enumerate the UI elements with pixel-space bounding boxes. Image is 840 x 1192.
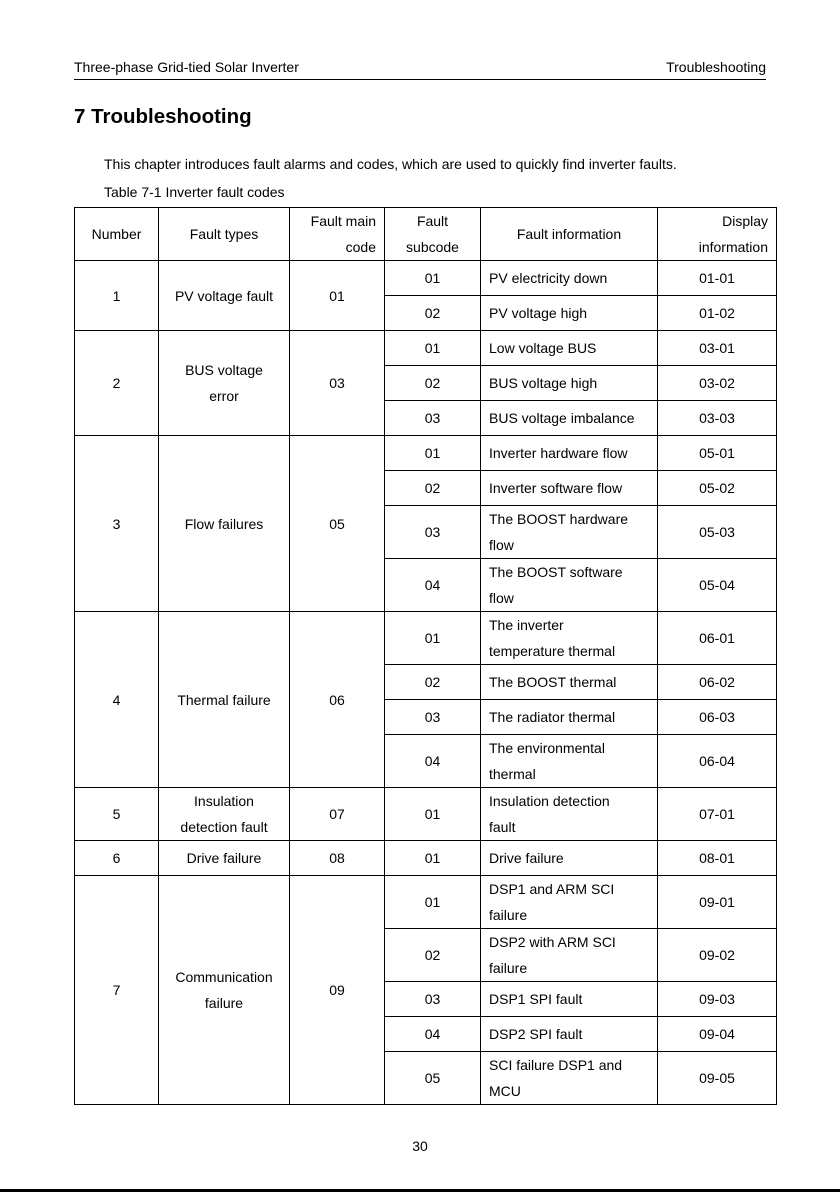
- fault-subcode: 01: [385, 612, 481, 665]
- display-code: 05-03: [658, 506, 777, 559]
- fault-main-code: 09: [290, 876, 385, 1105]
- fault-information: SCI failure DSP1 and MCU: [481, 1052, 658, 1105]
- page-number: 30: [412, 1138, 428, 1154]
- fault-type: Communication failure: [159, 876, 290, 1105]
- fault-subcode: 02: [385, 296, 481, 331]
- fault-subcode: 01: [385, 331, 481, 366]
- fault-subcode: 05: [385, 1052, 481, 1105]
- display-code: 07-01: [658, 788, 777, 841]
- table-row: [75, 788, 777, 841]
- fault-subcode: 01: [385, 261, 481, 296]
- fault-information: The BOOST software flow: [481, 559, 658, 612]
- fault-information: DSP1 SPI fault: [481, 982, 658, 1017]
- header-fault-main-code: Fault main code: [290, 208, 385, 261]
- display-code: 09-03: [658, 982, 777, 1017]
- display-code: 01-02: [658, 296, 777, 331]
- display-code: 03-02: [658, 366, 777, 401]
- fault-subcode: 01: [385, 788, 481, 841]
- fault-subcode: 03: [385, 506, 481, 559]
- fault-subcode: 03: [385, 982, 481, 1017]
- fault-main-code: 01: [290, 261, 385, 331]
- display-code: 05-01: [658, 436, 777, 471]
- fault-subcode: 02: [385, 471, 481, 506]
- fault-subcode: 01: [385, 841, 481, 876]
- display-code: 03-03: [658, 401, 777, 436]
- fault-information: The BOOST hardware flow: [481, 506, 658, 559]
- fault-subcode: 02: [385, 366, 481, 401]
- fault-information: BUS voltage imbalance: [481, 401, 658, 436]
- header-number: Number: [75, 208, 159, 261]
- intro-paragraph: This chapter introduces fault alarms and codes, which are used to quickly find inverter faults.: [104, 156, 677, 172]
- fault-subcode: 01: [385, 876, 481, 929]
- fault-subcode: 04: [385, 1017, 481, 1052]
- table-row: [75, 876, 777, 929]
- fault-number: 1: [75, 261, 159, 331]
- table-row: [75, 261, 777, 296]
- fault-number: 2: [75, 331, 159, 436]
- fault-information: DSP1 and ARM SCI failure: [481, 876, 658, 929]
- display-code: 09-02: [658, 929, 777, 982]
- display-code: 05-02: [658, 471, 777, 506]
- display-code: 03-01: [658, 331, 777, 366]
- fault-information: The radiator thermal: [481, 700, 658, 735]
- fault-main-code: 05: [290, 436, 385, 612]
- fault-type: Thermal failure: [159, 612, 290, 788]
- fault-main-code: 06: [290, 612, 385, 788]
- fault-number: 4: [75, 612, 159, 788]
- header-document-title: Three-phase Grid-tied Solar Inverter: [74, 59, 299, 75]
- fault-information: Insulation detection fault: [481, 788, 658, 841]
- header-section-title: Troubleshooting: [666, 59, 766, 75]
- display-code: 09-05: [658, 1052, 777, 1105]
- fault-type: BUS voltage error: [159, 331, 290, 436]
- fault-information: The BOOST thermal: [481, 665, 658, 700]
- running-header: [74, 57, 766, 80]
- display-code: 05-04: [658, 559, 777, 612]
- fault-information: DSP2 with ARM SCI failure: [481, 929, 658, 982]
- fault-information: PV voltage high: [481, 296, 658, 331]
- table-caption: Table 7-1 Inverter fault codes: [104, 184, 285, 200]
- fault-information: The inverter temperature thermal: [481, 612, 658, 665]
- fault-type: Flow failures: [159, 436, 290, 612]
- table-row: [75, 612, 777, 665]
- fault-information: Inverter software flow: [481, 471, 658, 506]
- fault-type: Insulation detection fault: [159, 788, 290, 841]
- fault-subcode: 03: [385, 401, 481, 436]
- header-fault-types: Fault types: [159, 208, 290, 261]
- fault-main-code: 03: [290, 331, 385, 436]
- fault-type: PV voltage fault: [159, 261, 290, 331]
- table-row: [75, 331, 777, 366]
- fault-number: 6: [75, 841, 159, 876]
- table-body: [75, 261, 777, 1105]
- fault-subcode: 02: [385, 665, 481, 700]
- display-code: 06-02: [658, 665, 777, 700]
- display-code: 06-03: [658, 700, 777, 735]
- fault-information: PV electricity down: [481, 261, 658, 296]
- fault-main-code: 08: [290, 841, 385, 876]
- fault-subcode: 03: [385, 700, 481, 735]
- fault-information: DSP2 SPI fault: [481, 1017, 658, 1052]
- display-code: 06-04: [658, 735, 777, 788]
- table-row: [75, 841, 777, 876]
- fault-number: 5: [75, 788, 159, 841]
- fault-number: 7: [75, 876, 159, 1105]
- fault-subcode: 04: [385, 735, 481, 788]
- fault-type: Drive failure: [159, 841, 290, 876]
- chapter-title: 7 Troubleshooting: [74, 105, 252, 128]
- display-code: 08-01: [658, 841, 777, 876]
- fault-information: Inverter hardware flow: [481, 436, 658, 471]
- fault-information: Drive failure: [481, 841, 658, 876]
- display-code: 06-01: [658, 612, 777, 665]
- display-code: 09-04: [658, 1017, 777, 1052]
- fault-information: The environmental thermal: [481, 735, 658, 788]
- fault-subcode: 04: [385, 559, 481, 612]
- fault-codes-table: [74, 207, 777, 1105]
- header-fault-information: Fault information: [481, 208, 658, 261]
- display-code: 09-01: [658, 876, 777, 929]
- fault-number: 3: [75, 436, 159, 612]
- fault-subcode: 02: [385, 929, 481, 982]
- table-row: [75, 436, 777, 471]
- header-fault-subcode: Fault subcode: [385, 208, 481, 261]
- header-display-information: Display information: [658, 208, 777, 261]
- fault-main-code: 07: [290, 788, 385, 841]
- fault-subcode: 01: [385, 436, 481, 471]
- fault-information: BUS voltage high: [481, 366, 658, 401]
- display-code: 01-01: [658, 261, 777, 296]
- table-header-row: [75, 208, 777, 261]
- fault-information: Low voltage BUS: [481, 331, 658, 366]
